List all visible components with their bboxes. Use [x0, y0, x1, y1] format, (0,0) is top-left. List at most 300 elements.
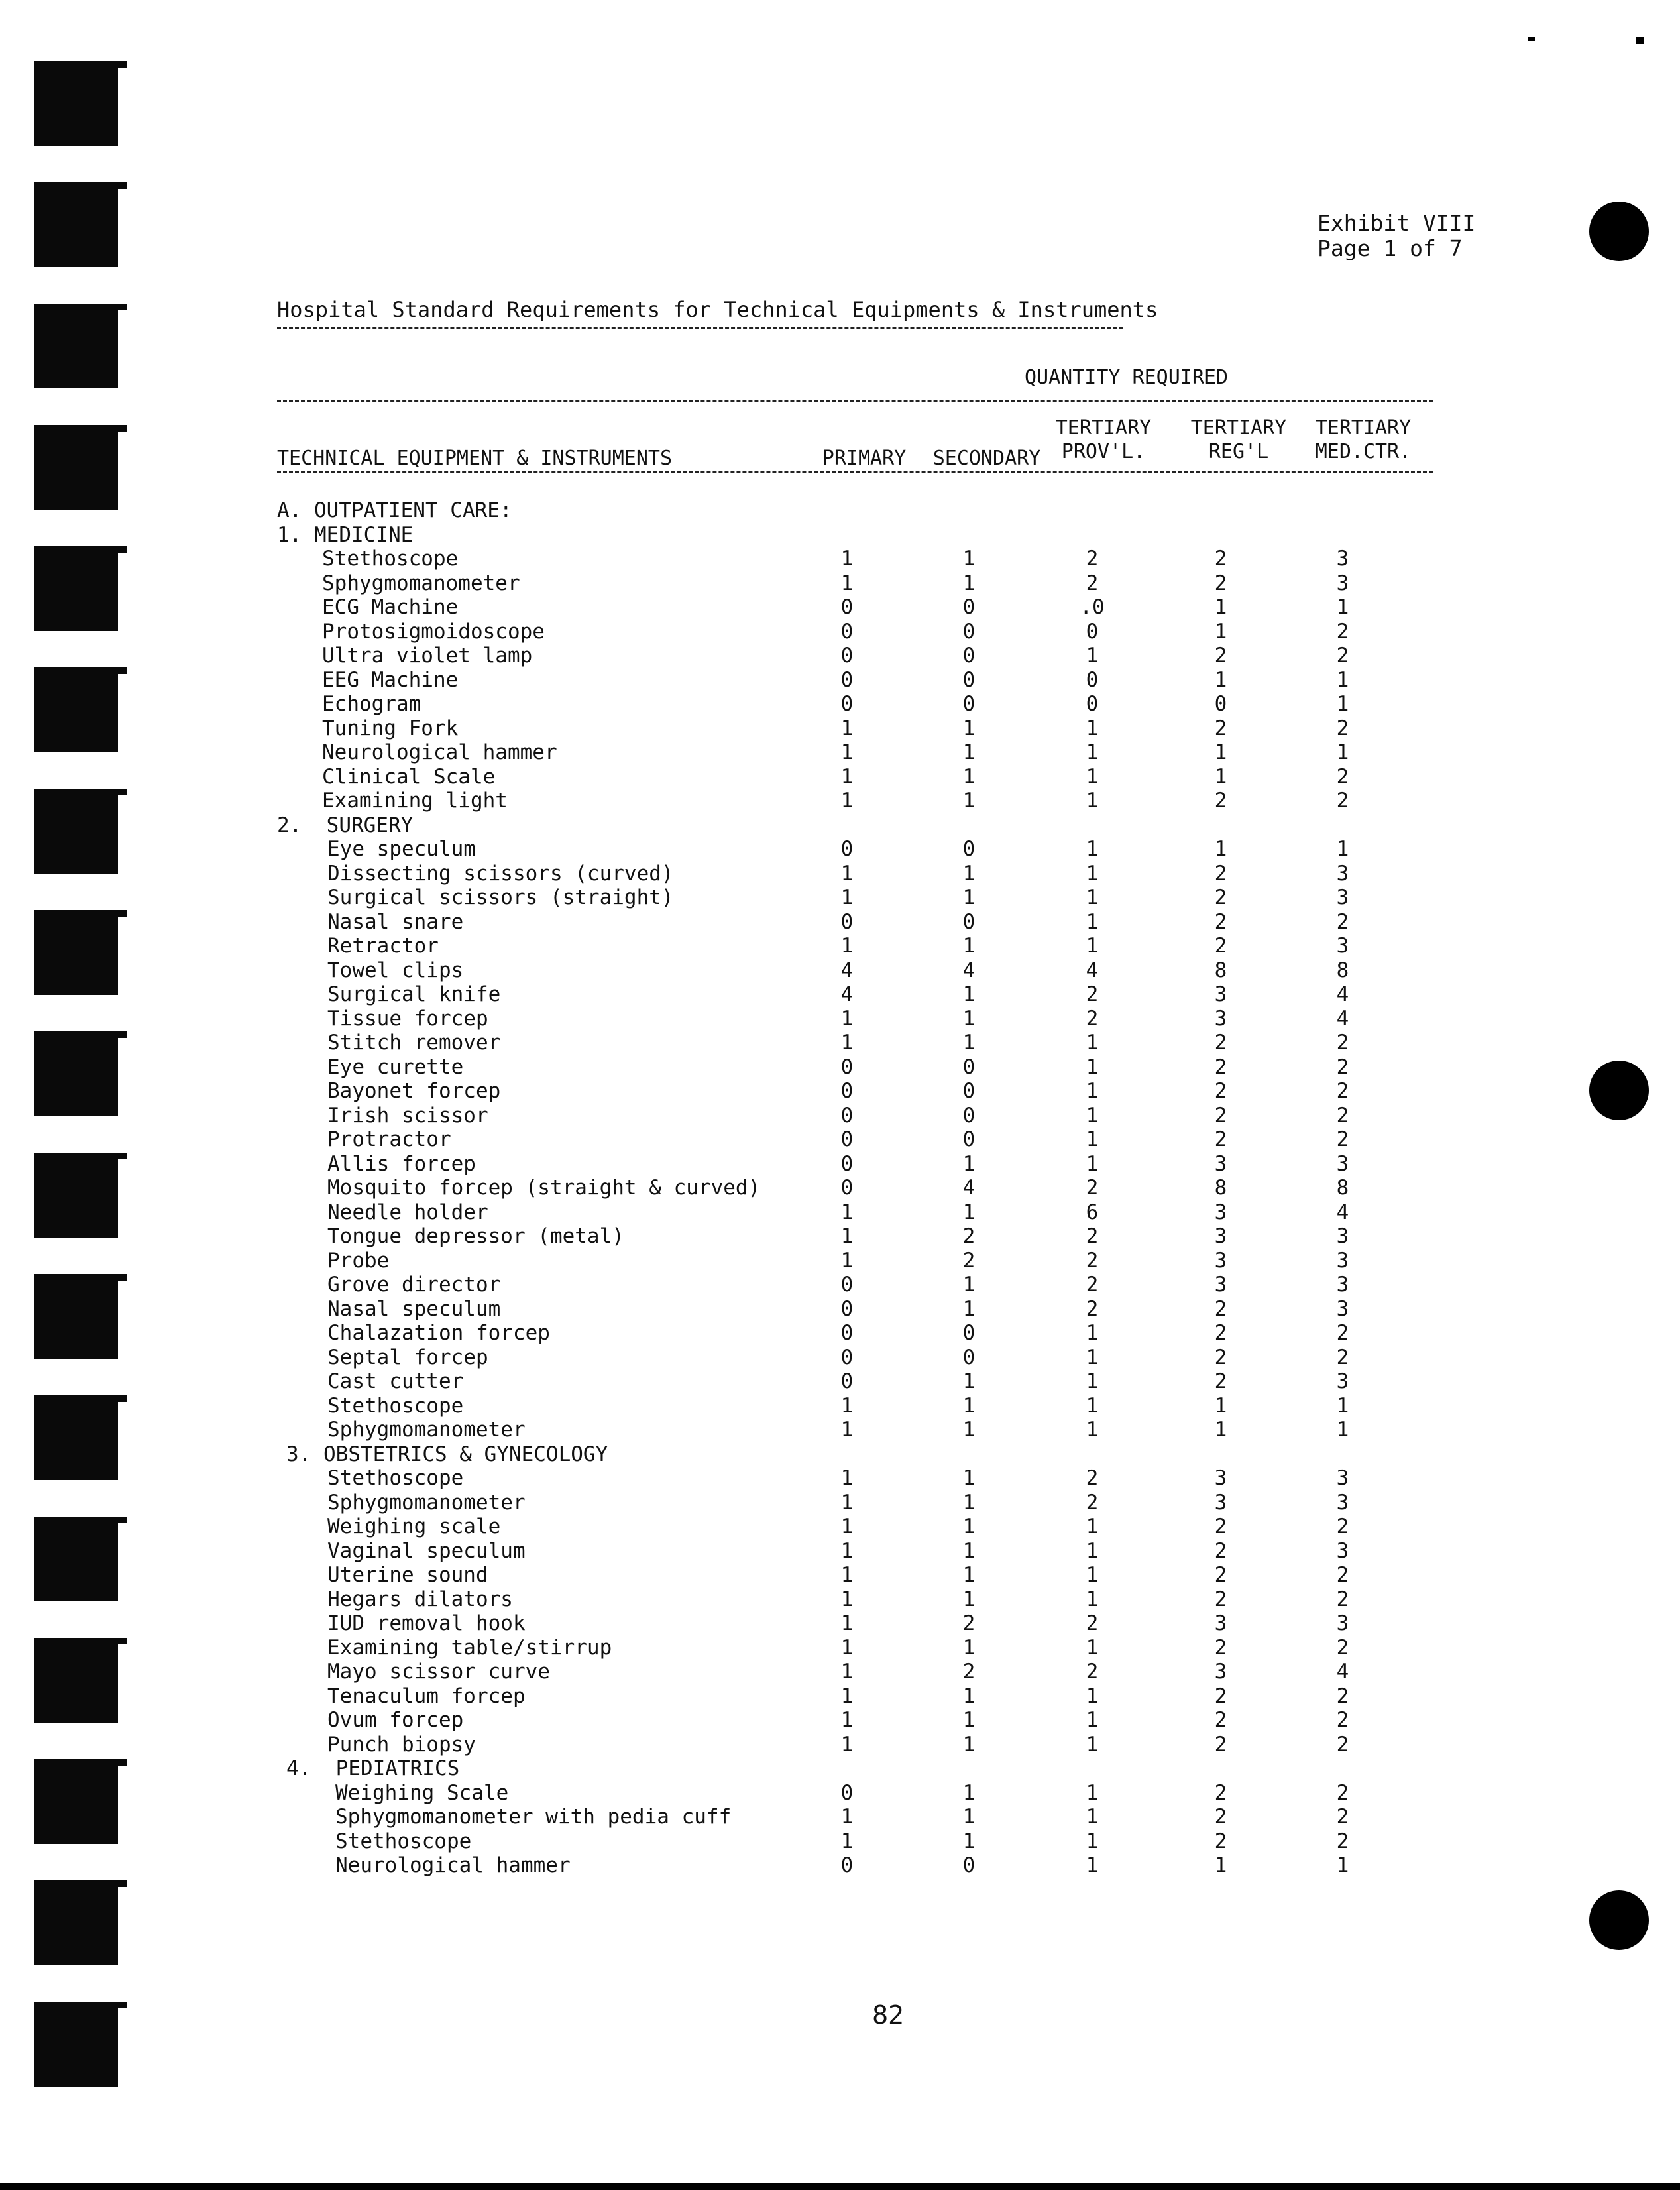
qty-tertiary-prov: 1 — [1086, 1587, 1099, 1611]
qty-tertiary-med: 4 — [1336, 982, 1349, 1006]
qty-tertiary-reg: 2 — [1214, 1103, 1227, 1127]
qty-tertiary-prov: 1 — [1086, 934, 1099, 958]
qty-tertiary-med: 3 — [1336, 1248, 1349, 1273]
item-label: ECG Machine — [322, 595, 459, 619]
qty-tertiary-prov: 1 — [1086, 740, 1099, 764]
section-heading-row — [0, 1442, 1680, 1466]
binder-tab — [34, 425, 118, 510]
qty-tertiary-reg: 3 — [1214, 1466, 1227, 1490]
col-header-tertiary-prov: TERTIARY PROV'L. — [1055, 416, 1152, 463]
table-row — [0, 1611, 1680, 1635]
qty-tertiary-reg: 2 — [1214, 934, 1227, 958]
qty-tertiary-med: 1 — [1336, 1853, 1349, 1877]
page-bottom-edge — [0, 2183, 1680, 2190]
qty-tertiary-med: 2 — [1336, 1635, 1349, 1660]
qty-tertiary-prov: 1 — [1086, 1732, 1099, 1757]
qty-primary: 1 — [840, 1611, 854, 1635]
qty-primary: 1 — [840, 1466, 854, 1490]
qty-tertiary-med: 3 — [1336, 1611, 1349, 1635]
item-label: Protosigmoidoscope — [322, 619, 545, 644]
qty-secondary: 1 — [962, 1635, 976, 1660]
item-label: Stethoscope — [322, 547, 459, 571]
table-row — [0, 1031, 1680, 1055]
qty-tertiary-med: 2 — [1336, 909, 1349, 934]
qty-tertiary-med: 3 — [1336, 1490, 1349, 1515]
qty-secondary: 1 — [962, 1829, 976, 1853]
item-label: EEG Machine — [322, 667, 459, 692]
qty-secondary: 1 — [962, 740, 976, 764]
qty-primary: 0 — [840, 1273, 854, 1297]
table-row — [0, 1369, 1680, 1393]
qty-tertiary-med: 4 — [1336, 1660, 1349, 1684]
qty-tertiary-reg: 3 — [1214, 1224, 1227, 1248]
qty-tertiary-med: 1 — [1336, 1418, 1349, 1442]
section-heading: 4. PEDIATRICS — [286, 1757, 460, 1780]
qty-tertiary-prov: 1 — [1086, 1538, 1099, 1563]
qty-tertiary-med: 2 — [1336, 644, 1349, 667]
table-row — [0, 1224, 1680, 1248]
item-label: Weighing scale — [327, 1515, 501, 1538]
qty-tertiary-med: 8 — [1336, 958, 1349, 982]
qty-primary: 1 — [840, 1563, 854, 1587]
table-row — [0, 1853, 1680, 1877]
item-label: Retractor — [327, 934, 439, 958]
qty-tertiary-reg: 2 — [1214, 1587, 1227, 1611]
qty-primary: 0 — [840, 595, 854, 619]
qty-primary: 0 — [840, 619, 854, 644]
qty-tertiary-prov: 1 — [1086, 716, 1099, 740]
col-header-tertiary-reg: TERTIARY REG'L — [1190, 416, 1287, 463]
qty-primary: 1 — [840, 1829, 854, 1853]
qty-tertiary-med: 1 — [1336, 667, 1349, 692]
table-row — [0, 982, 1680, 1006]
qty-tertiary-reg: 2 — [1214, 1538, 1227, 1563]
qty-tertiary-reg: 1 — [1214, 619, 1227, 644]
qty-primary: 1 — [840, 934, 854, 958]
qty-primary: 1 — [840, 1224, 854, 1248]
item-label: Tuning Fork — [322, 716, 459, 740]
qty-tertiary-prov: 1 — [1086, 1853, 1099, 1877]
qty-secondary: 2 — [962, 1248, 976, 1273]
qty-secondary: 0 — [962, 619, 976, 644]
item-label: Surgical scissors (straight) — [327, 886, 674, 909]
qty-tertiary-reg: 1 — [1214, 740, 1227, 764]
qty-tertiary-reg: 1 — [1214, 1393, 1227, 1418]
item-label: Tissue forcep — [327, 1006, 488, 1031]
qty-tertiary-med: 2 — [1336, 1127, 1349, 1151]
qty-secondary: 4 — [962, 958, 976, 982]
item-label: Towel clips — [327, 958, 464, 982]
section-heading: A. OUTPATIENT CARE: — [277, 498, 512, 522]
table-row — [0, 1805, 1680, 1829]
table-row — [0, 1660, 1680, 1684]
qty-primary: 0 — [840, 1055, 854, 1079]
item-label: Tenaculum forcep — [327, 1684, 526, 1708]
qty-primary: 1 — [840, 886, 854, 909]
qty-secondary: 0 — [962, 1127, 976, 1151]
table-row — [0, 1152, 1680, 1176]
qty-tertiary-med: 1 — [1336, 595, 1349, 619]
qty-tertiary-reg: 2 — [1214, 1321, 1227, 1345]
qty-tertiary-prov: 1 — [1086, 1393, 1099, 1418]
qty-primary: 1 — [840, 861, 854, 886]
table-row — [0, 1491, 1680, 1515]
qty-tertiary-reg: 2 — [1214, 1031, 1227, 1055]
qty-secondary: 1 — [962, 1031, 976, 1055]
qty-tertiary-med: 2 — [1336, 1563, 1349, 1587]
qty-secondary: 0 — [962, 1853, 976, 1877]
qty-tertiary-reg: 3 — [1214, 1660, 1227, 1684]
qty-tertiary-prov: .0 — [1080, 595, 1105, 619]
qty-secondary: 2 — [962, 1224, 976, 1248]
qty-primary: 1 — [840, 1587, 854, 1611]
qty-primary: 4 — [840, 982, 854, 1006]
qty-tertiary-reg: 0 — [1214, 692, 1227, 716]
item-label: Ultra violet lamp — [322, 644, 533, 667]
qty-tertiary-med: 3 — [1336, 886, 1349, 909]
binder-tab-notch — [113, 61, 127, 68]
qty-tertiary-reg: 2 — [1214, 571, 1227, 595]
qty-primary: 1 — [840, 764, 854, 789]
table-row — [0, 547, 1680, 571]
qty-tertiary-reg: 2 — [1214, 1369, 1227, 1393]
qty-primary: 0 — [840, 1369, 854, 1393]
table-row — [0, 1684, 1680, 1708]
qty-secondary: 1 — [962, 764, 976, 789]
qty-secondary: 1 — [962, 861, 976, 886]
qty-primary: 1 — [840, 1031, 854, 1055]
qty-tertiary-med: 1 — [1336, 1393, 1349, 1418]
binder-tab-notch — [113, 1880, 127, 1887]
qty-tertiary-prov: 1 — [1086, 1684, 1099, 1708]
section-heading-row — [0, 498, 1680, 522]
table-row — [0, 1587, 1680, 1611]
qty-tertiary-med: 3 — [1336, 861, 1349, 886]
section-heading-row — [0, 523, 1680, 547]
exhibit-line2: Page 1 of 7 — [1317, 235, 1463, 261]
qty-tertiary-med: 2 — [1336, 1345, 1349, 1369]
qty-secondary: 1 — [962, 1200, 976, 1224]
table-row — [0, 1079, 1680, 1103]
col-header-primary: PRIMARY — [822, 447, 907, 470]
qty-tertiary-prov: 2 — [1086, 1660, 1099, 1684]
qty-tertiary-prov: 0 — [1086, 692, 1099, 716]
table-row — [0, 595, 1680, 619]
item-label: Needle holder — [327, 1200, 488, 1224]
qty-primary: 1 — [840, 1200, 854, 1224]
qty-tertiary-prov: 2 — [1086, 547, 1099, 571]
qty-tertiary-med: 2 — [1336, 1587, 1349, 1611]
qty-primary: 0 — [840, 1297, 854, 1321]
qty-tertiary-reg: 2 — [1214, 1079, 1227, 1103]
table-row — [0, 1539, 1680, 1563]
qty-secondary: 1 — [962, 1369, 976, 1393]
qty-secondary: 0 — [962, 1079, 976, 1103]
item-label: Irish scissor — [327, 1103, 488, 1127]
qty-tertiary-med: 2 — [1336, 1829, 1349, 1853]
qty-tertiary-med: 2 — [1336, 1708, 1349, 1732]
table-row — [0, 958, 1680, 982]
table-row — [0, 740, 1680, 764]
qty-tertiary-reg: 3 — [1214, 1006, 1227, 1031]
table-row — [0, 1466, 1680, 1490]
table-row — [0, 1104, 1680, 1127]
qty-tertiary-med: 2 — [1336, 1103, 1349, 1127]
qty-secondary: 1 — [962, 1563, 976, 1587]
qty-tertiary-med: 2 — [1336, 1321, 1349, 1345]
qty-tertiary-prov: 1 — [1086, 1103, 1099, 1127]
qty-secondary: 1 — [962, 1151, 976, 1176]
qty-tertiary-prov: 1 — [1086, 789, 1099, 813]
qty-tertiary-reg: 3 — [1214, 1273, 1227, 1297]
qty-tertiary-reg: 2 — [1214, 1708, 1227, 1732]
qty-secondary: 0 — [962, 1345, 976, 1369]
table-row — [0, 668, 1680, 692]
qty-tertiary-reg: 3 — [1214, 1611, 1227, 1635]
qty-tertiary-med: 2 — [1336, 1031, 1349, 1055]
qty-tertiary-med: 2 — [1336, 789, 1349, 813]
qty-primary: 1 — [840, 1393, 854, 1418]
item-label: Septal forcep — [327, 1345, 488, 1369]
qty-tertiary-reg: 3 — [1214, 1200, 1227, 1224]
qty-tertiary-med: 2 — [1336, 1515, 1349, 1538]
qty-primary: 0 — [840, 909, 854, 934]
qty-tertiary-reg: 2 — [1214, 716, 1227, 740]
table-row — [0, 644, 1680, 667]
item-label: Sphygmomanometer with pedia cuff — [335, 1805, 732, 1829]
item-label: Echogram — [322, 692, 421, 716]
qty-secondary: 0 — [962, 667, 976, 692]
qty-tertiary-med: 2 — [1336, 1055, 1349, 1079]
table-row — [0, 620, 1680, 644]
qty-secondary: 1 — [962, 1490, 976, 1515]
qty-tertiary-prov: 2 — [1086, 1466, 1099, 1490]
qty-tertiary-prov: 0 — [1086, 619, 1099, 644]
qty-tertiary-med: 4 — [1336, 1006, 1349, 1031]
qty-tertiary-med: 3 — [1336, 1151, 1349, 1176]
binder-tab — [34, 61, 118, 146]
qty-tertiary-med: 3 — [1336, 547, 1349, 571]
qty-tertiary-reg: 2 — [1214, 644, 1227, 667]
qty-tertiary-prov: 1 — [1086, 1708, 1099, 1732]
qty-tertiary-reg: 2 — [1214, 1297, 1227, 1321]
qty-secondary: 1 — [962, 1393, 976, 1418]
qty-secondary: 0 — [962, 837, 976, 861]
qty-tertiary-prov: 1 — [1086, 1418, 1099, 1442]
qty-tertiary-med: 1 — [1336, 837, 1349, 861]
qty-tertiary-reg: 2 — [1214, 861, 1227, 886]
table-row — [0, 910, 1680, 934]
qty-tertiary-prov: 2 — [1086, 1006, 1099, 1031]
qty-tertiary-reg: 2 — [1214, 1732, 1227, 1757]
qty-tertiary-prov: 4 — [1086, 958, 1099, 982]
qty-primary: 0 — [840, 1079, 854, 1103]
qty-primary: 0 — [840, 692, 854, 716]
qty-primary: 0 — [840, 1176, 854, 1200]
qty-tertiary-prov: 2 — [1086, 1490, 1099, 1515]
qty-secondary: 1 — [962, 1684, 976, 1708]
page-title: Hospital Standard Requirements for Technical Equipments & Instruments — [277, 297, 1158, 322]
qty-tertiary-prov: 1 — [1086, 837, 1099, 861]
qty-tertiary-prov: 1 — [1086, 1321, 1099, 1345]
section-heading: 1. MEDICINE — [277, 522, 414, 547]
qty-tertiary-prov: 1 — [1086, 909, 1099, 934]
qty-tertiary-prov: 1 — [1086, 1127, 1099, 1151]
qty-secondary: 1 — [962, 1538, 976, 1563]
qty-primary: 1 — [840, 1006, 854, 1031]
item-label: Probe — [327, 1248, 390, 1273]
qty-primary: 0 — [840, 1780, 854, 1805]
qty-secondary: 1 — [962, 1273, 976, 1297]
table-row — [0, 1563, 1680, 1587]
qty-tertiary-reg: 3 — [1214, 1490, 1227, 1515]
item-label: IUD removal hook — [327, 1611, 526, 1635]
qty-secondary: 4 — [962, 1176, 976, 1200]
qty-tertiary-prov: 2 — [1086, 1176, 1099, 1200]
qty-tertiary-prov: 1 — [1086, 1031, 1099, 1055]
item-label: Mayo scissor curve — [327, 1660, 550, 1684]
qty-primary: 1 — [840, 547, 854, 571]
qty-secondary: 0 — [962, 692, 976, 716]
qty-tertiary-reg: 2 — [1214, 1829, 1227, 1853]
qty-tertiary-reg: 2 — [1214, 1055, 1227, 1079]
col-header-secondary: SECONDARY — [932, 447, 1041, 470]
col-header-tertiary-med: TERTIARY MED.CTR. — [1315, 416, 1412, 463]
qty-secondary: 1 — [962, 1515, 976, 1538]
qty-secondary: 1 — [962, 789, 976, 813]
qty-secondary: 1 — [962, 571, 976, 595]
exhibit-label — [1317, 211, 1475, 261]
item-label: Ovum forcep — [327, 1708, 464, 1732]
qty-tertiary-reg: 1 — [1214, 1853, 1227, 1877]
item-label: Mosquito forcep (straight & curved) — [327, 1176, 761, 1200]
qty-tertiary-med: 2 — [1336, 1780, 1349, 1805]
binder-tab — [34, 304, 118, 388]
qty-secondary: 1 — [962, 1006, 976, 1031]
item-label: Nasal snare — [327, 909, 464, 934]
qty-tertiary-med: 3 — [1336, 1369, 1349, 1393]
qty-tertiary-med: 2 — [1336, 716, 1349, 740]
qty-primary: 0 — [840, 1345, 854, 1369]
table-row — [0, 862, 1680, 886]
table-row — [0, 1055, 1680, 1079]
qty-primary: 1 — [840, 1490, 854, 1515]
binder-tab-notch — [113, 182, 127, 189]
item-label: Punch biopsy — [327, 1732, 476, 1757]
qty-tertiary-reg: 2 — [1214, 1635, 1227, 1660]
qty-tertiary-reg: 1 — [1214, 667, 1227, 692]
qty-tertiary-prov: 1 — [1086, 1079, 1099, 1103]
table-row — [0, 1346, 1680, 1369]
item-label: Stethoscope — [327, 1393, 464, 1418]
qty-tertiary-prov: 2 — [1086, 1273, 1099, 1297]
qty-primary: 0 — [840, 1321, 854, 1345]
table-row — [0, 1007, 1680, 1031]
qty-secondary: 1 — [962, 547, 976, 571]
qty-secondary: 1 — [962, 1708, 976, 1732]
qty-tertiary-prov: 1 — [1086, 1151, 1099, 1176]
qty-tertiary-reg: 3 — [1214, 1248, 1227, 1273]
item-label: Bayonet forcep — [327, 1079, 501, 1103]
item-label: Clinical Scale — [322, 764, 496, 789]
qty-tertiary-med: 2 — [1336, 1732, 1349, 1757]
qty-primary: 0 — [840, 837, 854, 861]
qty-tertiary-prov: 1 — [1086, 1369, 1099, 1393]
title-underline — [277, 327, 1123, 329]
qty-tertiary-reg: 1 — [1214, 764, 1227, 789]
qty-tertiary-prov: 2 — [1086, 1297, 1099, 1321]
item-label: Hegars dilators — [327, 1587, 513, 1611]
qty-tertiary-med: 3 — [1336, 1297, 1349, 1321]
table-row — [0, 1394, 1680, 1418]
table-row — [0, 1733, 1680, 1757]
qty-secondary: 1 — [962, 1587, 976, 1611]
qty-tertiary-prov: 2 — [1086, 571, 1099, 595]
qty-tertiary-med: 2 — [1336, 1079, 1349, 1103]
qty-tertiary-reg: 8 — [1214, 1176, 1227, 1200]
table-row — [0, 1176, 1680, 1200]
qty-tertiary-reg: 3 — [1214, 1151, 1227, 1176]
qty-secondary: 1 — [962, 934, 976, 958]
binder-tab-notch — [113, 2002, 127, 2008]
binder-tab-notch — [113, 304, 127, 310]
qty-primary: 4 — [840, 958, 854, 982]
punch-hole — [1589, 1890, 1649, 1950]
qty-primary: 1 — [840, 571, 854, 595]
qty-tertiary-prov: 1 — [1086, 1055, 1099, 1079]
table-row — [0, 1249, 1680, 1273]
qty-primary: 1 — [840, 1248, 854, 1273]
item-label: Tongue depressor (metal) — [327, 1224, 624, 1248]
qty-tertiary-prov: 1 — [1086, 1345, 1099, 1369]
item-label: Eye curette — [327, 1055, 464, 1079]
qty-tertiary-med: 8 — [1336, 1176, 1349, 1200]
item-label: Stethoscope — [327, 1466, 464, 1490]
table-row — [0, 1200, 1680, 1224]
qty-secondary: 0 — [962, 909, 976, 934]
item-label: Nasal speculum — [327, 1297, 501, 1321]
qty-tertiary-reg: 1 — [1214, 1418, 1227, 1442]
qty-tertiary-prov: 2 — [1086, 1224, 1099, 1248]
qty-primary: 1 — [840, 1732, 854, 1757]
qty-tertiary-med: 3 — [1336, 934, 1349, 958]
qty-secondary: 1 — [962, 982, 976, 1006]
table-row — [0, 886, 1680, 909]
qty-tertiary-med: 3 — [1336, 1224, 1349, 1248]
item-label: Grove director — [327, 1273, 501, 1297]
qty-tertiary-prov: 2 — [1086, 982, 1099, 1006]
qty-secondary: 1 — [962, 1418, 976, 1442]
table-row — [0, 1127, 1680, 1151]
table-row — [0, 1297, 1680, 1321]
header-rule-top — [277, 400, 1433, 402]
qty-tertiary-reg: 1 — [1214, 595, 1227, 619]
qty-tertiary-med: 3 — [1336, 1273, 1349, 1297]
qty-secondary: 0 — [962, 1321, 976, 1345]
item-label: Surgical knife — [327, 982, 501, 1006]
qty-primary: 1 — [840, 1684, 854, 1708]
binder-tab — [34, 182, 118, 267]
qty-primary: 0 — [840, 667, 854, 692]
quantity-required-heading: QUANTITY REQUIRED — [1025, 366, 1229, 389]
qty-primary: 1 — [840, 1708, 854, 1732]
item-label: Cast cutter — [327, 1369, 464, 1393]
item-label: Examining light — [322, 789, 508, 813]
qty-tertiary-prov: 0 — [1086, 667, 1099, 692]
section-heading: 2. SURGERY — [277, 813, 414, 837]
section-heading-row — [0, 1757, 1680, 1780]
item-label: Vaginal speculum — [327, 1538, 526, 1563]
